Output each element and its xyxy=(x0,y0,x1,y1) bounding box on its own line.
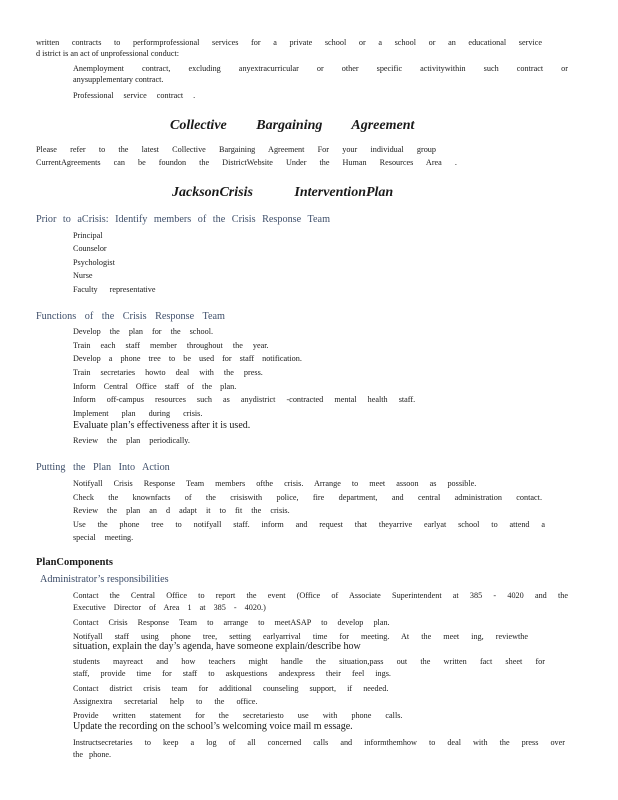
functions-item: Inform off-campus resources such as anydistrict -contracted mental health staff. xyxy=(73,395,416,404)
components-item-line-2: staff, provide time for staff to askquestions andexpress their feel ings. xyxy=(73,669,391,678)
functions-item: Develop the plan for the school. xyxy=(73,327,214,336)
action-heading: Putting the Plan Into Action xyxy=(36,462,170,473)
prior-item: Faculty representative xyxy=(73,285,156,294)
components-item: Provide written statement for the secretariesto use with phone calls. xyxy=(73,711,403,720)
functions-item: Implement plan during crisis. xyxy=(73,409,203,418)
functions-heading: Functions of the Crisis Response Team xyxy=(36,311,225,322)
components-item-line-2: the phone. xyxy=(73,750,112,759)
cba-title: Collective Bargaining Agreement xyxy=(170,118,415,133)
functions-item: Evaluate plan’s effectiveness after it is used. xyxy=(73,420,251,431)
prior-item: Counselor xyxy=(73,244,107,253)
intro-bullet-1-line-1: Anemployment contract, excluding anyextracurricular or other specific activitywithin such contract or xyxy=(73,64,568,73)
functions-item: Develop a phone tree to be used for staff notification. xyxy=(73,354,302,363)
components-item-line-2: situation, explain the day’s agenda, have someone explain/describe how xyxy=(73,641,361,652)
components-item: Contact Crisis Response Team to arrange to meetASAP to develop plan. xyxy=(73,618,390,627)
prior-item: Nurse xyxy=(73,271,93,280)
plan-title: JacksonCrisis InterventionPlan xyxy=(172,185,394,200)
components-item-line-1: Contact the Central Office to report the event (Office of Associate Superintendent at 385 - 4020 and the xyxy=(73,591,568,600)
components-item: Contact district crisis team for additional counseling support, if needed. xyxy=(73,684,389,693)
components-item-line-1: Instructsecretaries to keep a log of all concerned calls and informthemhow to deal with the press over xyxy=(73,738,565,747)
action-item: Review the plan an d adapt it to fit the crisis. xyxy=(73,506,290,515)
action-item: Notifyall Crisis Response Team members ofthe crisis. Arrange to meet assoon as possible. xyxy=(73,479,477,488)
components-item-line-1: Notifyall staff using phone tree, setting earlyarrival time for meeting. At the meet ing, reviewthe xyxy=(73,632,528,641)
intro-bullet-2-line-1: Professional service contract . xyxy=(73,91,196,100)
components-item: Update the recording on the school’s welcoming voice mail m essage. xyxy=(73,721,353,732)
components-subheading: Administrator’s responsibilities xyxy=(40,574,169,585)
components-item-line-2: Executive Director of Area 1 at 385 - 4020.) xyxy=(73,603,266,612)
components-item-line-1: students mayreact and how teachers might handle the situation,pass out the written fact sheet for xyxy=(73,657,545,666)
intro-line-1: written contracts to performprofessional services for a private school or a school or an educational service xyxy=(36,38,542,47)
action-item-line-1: Use the phone tree to notifyall staff. inform and request that theyarrive earlyat school to attend a xyxy=(73,520,545,529)
action-item-line-2: special meeting. xyxy=(73,533,134,542)
prior-item: Psychologist xyxy=(73,258,115,267)
prior-item: Principal xyxy=(73,231,103,240)
components-heading: PlanComponents xyxy=(36,557,114,568)
components-item: Assignextra secretarial help to the office. xyxy=(73,697,258,706)
cba-line-2: CurrentAgreements can be foundon the DistrictWebsite Under the Human Resources Area . xyxy=(36,158,457,167)
functions-item: Review the plan periodically. xyxy=(73,436,190,445)
functions-item: Inform Central Office staff of the plan. xyxy=(73,382,237,391)
cba-line-1: Please refer to the latest Collective Bargaining Agreement For your individual group xyxy=(36,145,436,154)
functions-item: Train secretaries howto deal with the press. xyxy=(73,368,263,377)
intro-bullet-1-line-2: anysupplementary contract. xyxy=(73,75,164,84)
intro-line-2: d istrict is an act of unprofessional conduct: xyxy=(36,49,180,58)
prior-heading: Prior to aCrisis: Identify members of the Crisis Response Team xyxy=(36,214,330,225)
functions-item: Train each staff member throughout the year. xyxy=(73,341,269,350)
action-item: Check the knownfacts of the crisiswith police, fire department, and central administration contact. xyxy=(73,493,542,502)
